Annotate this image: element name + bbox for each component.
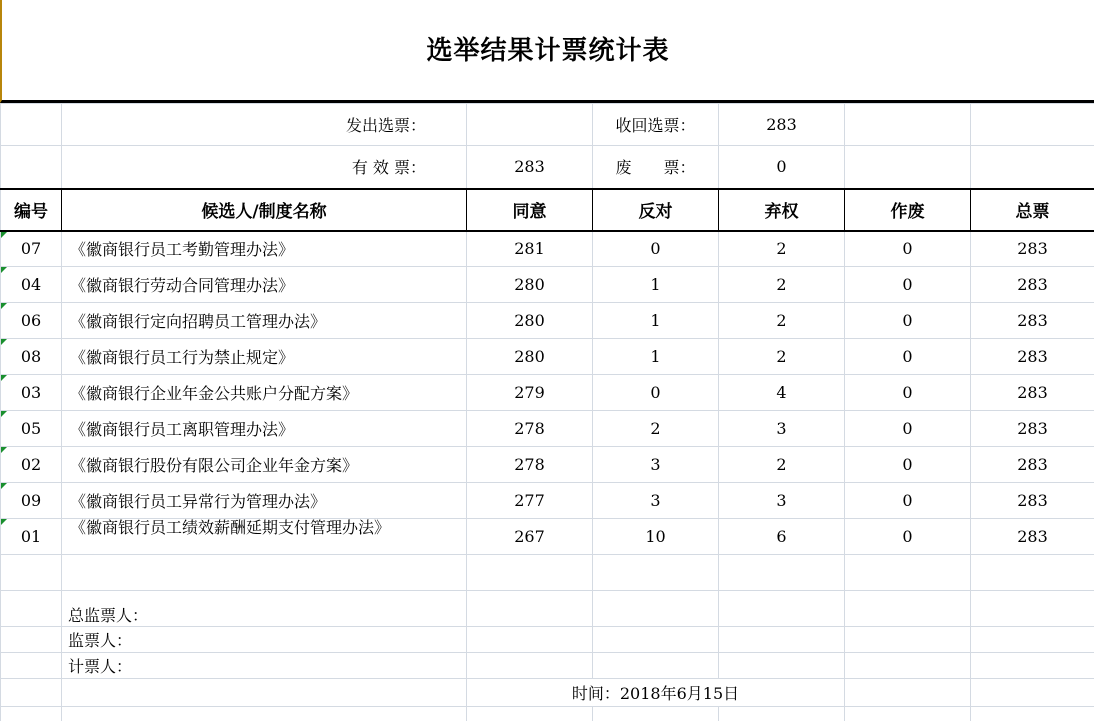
row-no[interactable]: 09 xyxy=(1,483,62,519)
row-no[interactable]: 02 xyxy=(1,447,62,483)
row-void[interactable]: 0 xyxy=(845,231,971,267)
row-no[interactable]: 06 xyxy=(1,303,62,339)
invalid-value[interactable]: 0 xyxy=(719,146,845,189)
chief-supervisor-label: 总监票人： xyxy=(62,591,467,627)
row-agree[interactable]: 278 xyxy=(467,447,593,483)
row-no[interactable]: 05 xyxy=(1,411,62,447)
returned-value[interactable]: 283 xyxy=(719,104,845,146)
valid-label: 有 效 票： xyxy=(62,146,467,189)
supervisor-label: 监票人： xyxy=(62,627,467,653)
row-agree[interactable]: 280 xyxy=(467,267,593,303)
row-total[interactable]: 283 xyxy=(971,411,1094,447)
row-agree[interactable]: 279 xyxy=(467,375,593,411)
header-void: 作废 xyxy=(845,189,971,231)
row-name[interactable]: 《徽商银行股份有限公司企业年金方案》 xyxy=(62,447,467,483)
row-name[interactable]: 《徽商银行定向招聘员工管理办法》 xyxy=(62,303,467,339)
row-void[interactable]: 0 xyxy=(845,267,971,303)
summary-row-2 xyxy=(1,146,1094,189)
row-void[interactable]: 0 xyxy=(845,375,971,411)
row-name[interactable]: 《徽商银行员工离职管理办法》 xyxy=(62,411,467,447)
title-band xyxy=(0,0,1094,103)
valid-value[interactable]: 283 xyxy=(467,146,593,189)
header-no: 编号 xyxy=(1,189,62,231)
row-void[interactable]: 0 xyxy=(845,483,971,519)
supervisor-field[interactable] xyxy=(467,627,593,653)
row-name[interactable]: 《徽商银行劳动合同管理办法》 xyxy=(62,267,467,303)
row-void[interactable]: 0 xyxy=(845,411,971,447)
table-row xyxy=(1,375,1094,411)
summary-row-1 xyxy=(1,104,1094,146)
header-row xyxy=(1,189,1094,231)
table-row xyxy=(1,447,1094,483)
row-void[interactable]: 0 xyxy=(845,447,971,483)
row-agree[interactable]: 278 xyxy=(467,411,593,447)
signature-row-supervisor xyxy=(1,627,1094,653)
row-abstain[interactable]: 2 xyxy=(719,447,845,483)
row-name[interactable]: 《徽商银行员工异常行为管理办法》 xyxy=(62,483,467,519)
issued-label: 发出选票： xyxy=(62,104,467,146)
table-row xyxy=(1,411,1094,447)
row-no[interactable]: 07 xyxy=(1,231,62,267)
row-oppose[interactable]: 2 xyxy=(593,411,719,447)
row-total[interactable]: 283 xyxy=(971,519,1094,555)
row-total[interactable]: 283 xyxy=(971,339,1094,375)
blank-row xyxy=(1,555,1094,591)
row-void[interactable]: 0 xyxy=(845,303,971,339)
row-no[interactable]: 04 xyxy=(1,267,62,303)
row-abstain[interactable]: 3 xyxy=(719,483,845,519)
row-name[interactable]: 《徽商银行员工绩效薪酬延期支付管理办法》 xyxy=(62,519,467,555)
row-agree[interactable]: 280 xyxy=(467,339,593,375)
row-abstain[interactable]: 2 xyxy=(719,267,845,303)
row-total[interactable]: 283 xyxy=(971,231,1094,267)
row-abstain[interactable]: 2 xyxy=(719,303,845,339)
header-agree: 同意 xyxy=(467,189,593,231)
signature-row-counter xyxy=(1,653,1094,679)
date-text: 时间：2018年6月15日 xyxy=(467,679,845,707)
row-oppose[interactable]: 3 xyxy=(593,447,719,483)
row-total[interactable]: 283 xyxy=(971,267,1094,303)
issued-value[interactable] xyxy=(467,104,593,146)
row-oppose[interactable]: 0 xyxy=(593,231,719,267)
row-agree[interactable]: 267 xyxy=(467,519,593,555)
row-abstain[interactable]: 3 xyxy=(719,411,845,447)
row-total[interactable]: 283 xyxy=(971,303,1094,339)
row-void[interactable]: 0 xyxy=(845,519,971,555)
row-abstain[interactable]: 6 xyxy=(719,519,845,555)
chief-supervisor-field[interactable] xyxy=(467,591,593,627)
row-void[interactable]: 0 xyxy=(845,339,971,375)
row-agree[interactable]: 281 xyxy=(467,231,593,267)
table-row xyxy=(1,231,1094,267)
date-row xyxy=(1,679,1094,707)
header-oppose: 反对 xyxy=(593,189,719,231)
row-no[interactable]: 03 xyxy=(1,375,62,411)
row-name[interactable]: 《徽商银行员工考勤管理办法》 xyxy=(62,231,467,267)
page-title: 选举结果计票统计表 xyxy=(426,35,670,66)
tail-row xyxy=(1,707,1094,721)
row-oppose[interactable]: 1 xyxy=(593,267,719,303)
row-agree[interactable]: 277 xyxy=(467,483,593,519)
header-name: 候选人/制度名称 xyxy=(62,189,467,231)
table-row xyxy=(1,519,1094,555)
row-agree[interactable]: 280 xyxy=(467,303,593,339)
row-oppose[interactable]: 1 xyxy=(593,339,719,375)
invalid-label: 废 票： xyxy=(593,146,719,189)
row-abstain[interactable]: 2 xyxy=(719,339,845,375)
row-oppose[interactable]: 1 xyxy=(593,303,719,339)
row-total[interactable]: 283 xyxy=(971,447,1094,483)
header-total: 总票 xyxy=(971,189,1094,231)
table-row xyxy=(1,483,1094,519)
row-no[interactable]: 01 xyxy=(1,519,62,555)
counter-label: 计票人： xyxy=(62,653,467,679)
table-row xyxy=(1,303,1094,339)
signature-row-chief xyxy=(1,591,1094,627)
row-oppose[interactable]: 10 xyxy=(593,519,719,555)
row-oppose[interactable]: 0 xyxy=(593,375,719,411)
table-row xyxy=(1,339,1094,375)
row-oppose[interactable]: 3 xyxy=(593,483,719,519)
returned-label: 收回选票： xyxy=(593,104,719,146)
row-no[interactable]: 08 xyxy=(1,339,62,375)
row-abstain[interactable]: 4 xyxy=(719,375,845,411)
row-abstain[interactable]: 2 xyxy=(719,231,845,267)
vote-table xyxy=(0,103,1094,721)
table-row xyxy=(1,267,1094,303)
row-total[interactable]: 283 xyxy=(971,483,1094,519)
header-abstain: 弃权 xyxy=(719,189,845,231)
row-total[interactable]: 283 xyxy=(971,375,1094,411)
row-name[interactable]: 《徽商银行企业年金公共账户分配方案》 xyxy=(62,375,467,411)
counter-field[interactable] xyxy=(467,653,593,679)
row-name[interactable]: 《徽商银行员工行为禁止规定》 xyxy=(62,339,467,375)
